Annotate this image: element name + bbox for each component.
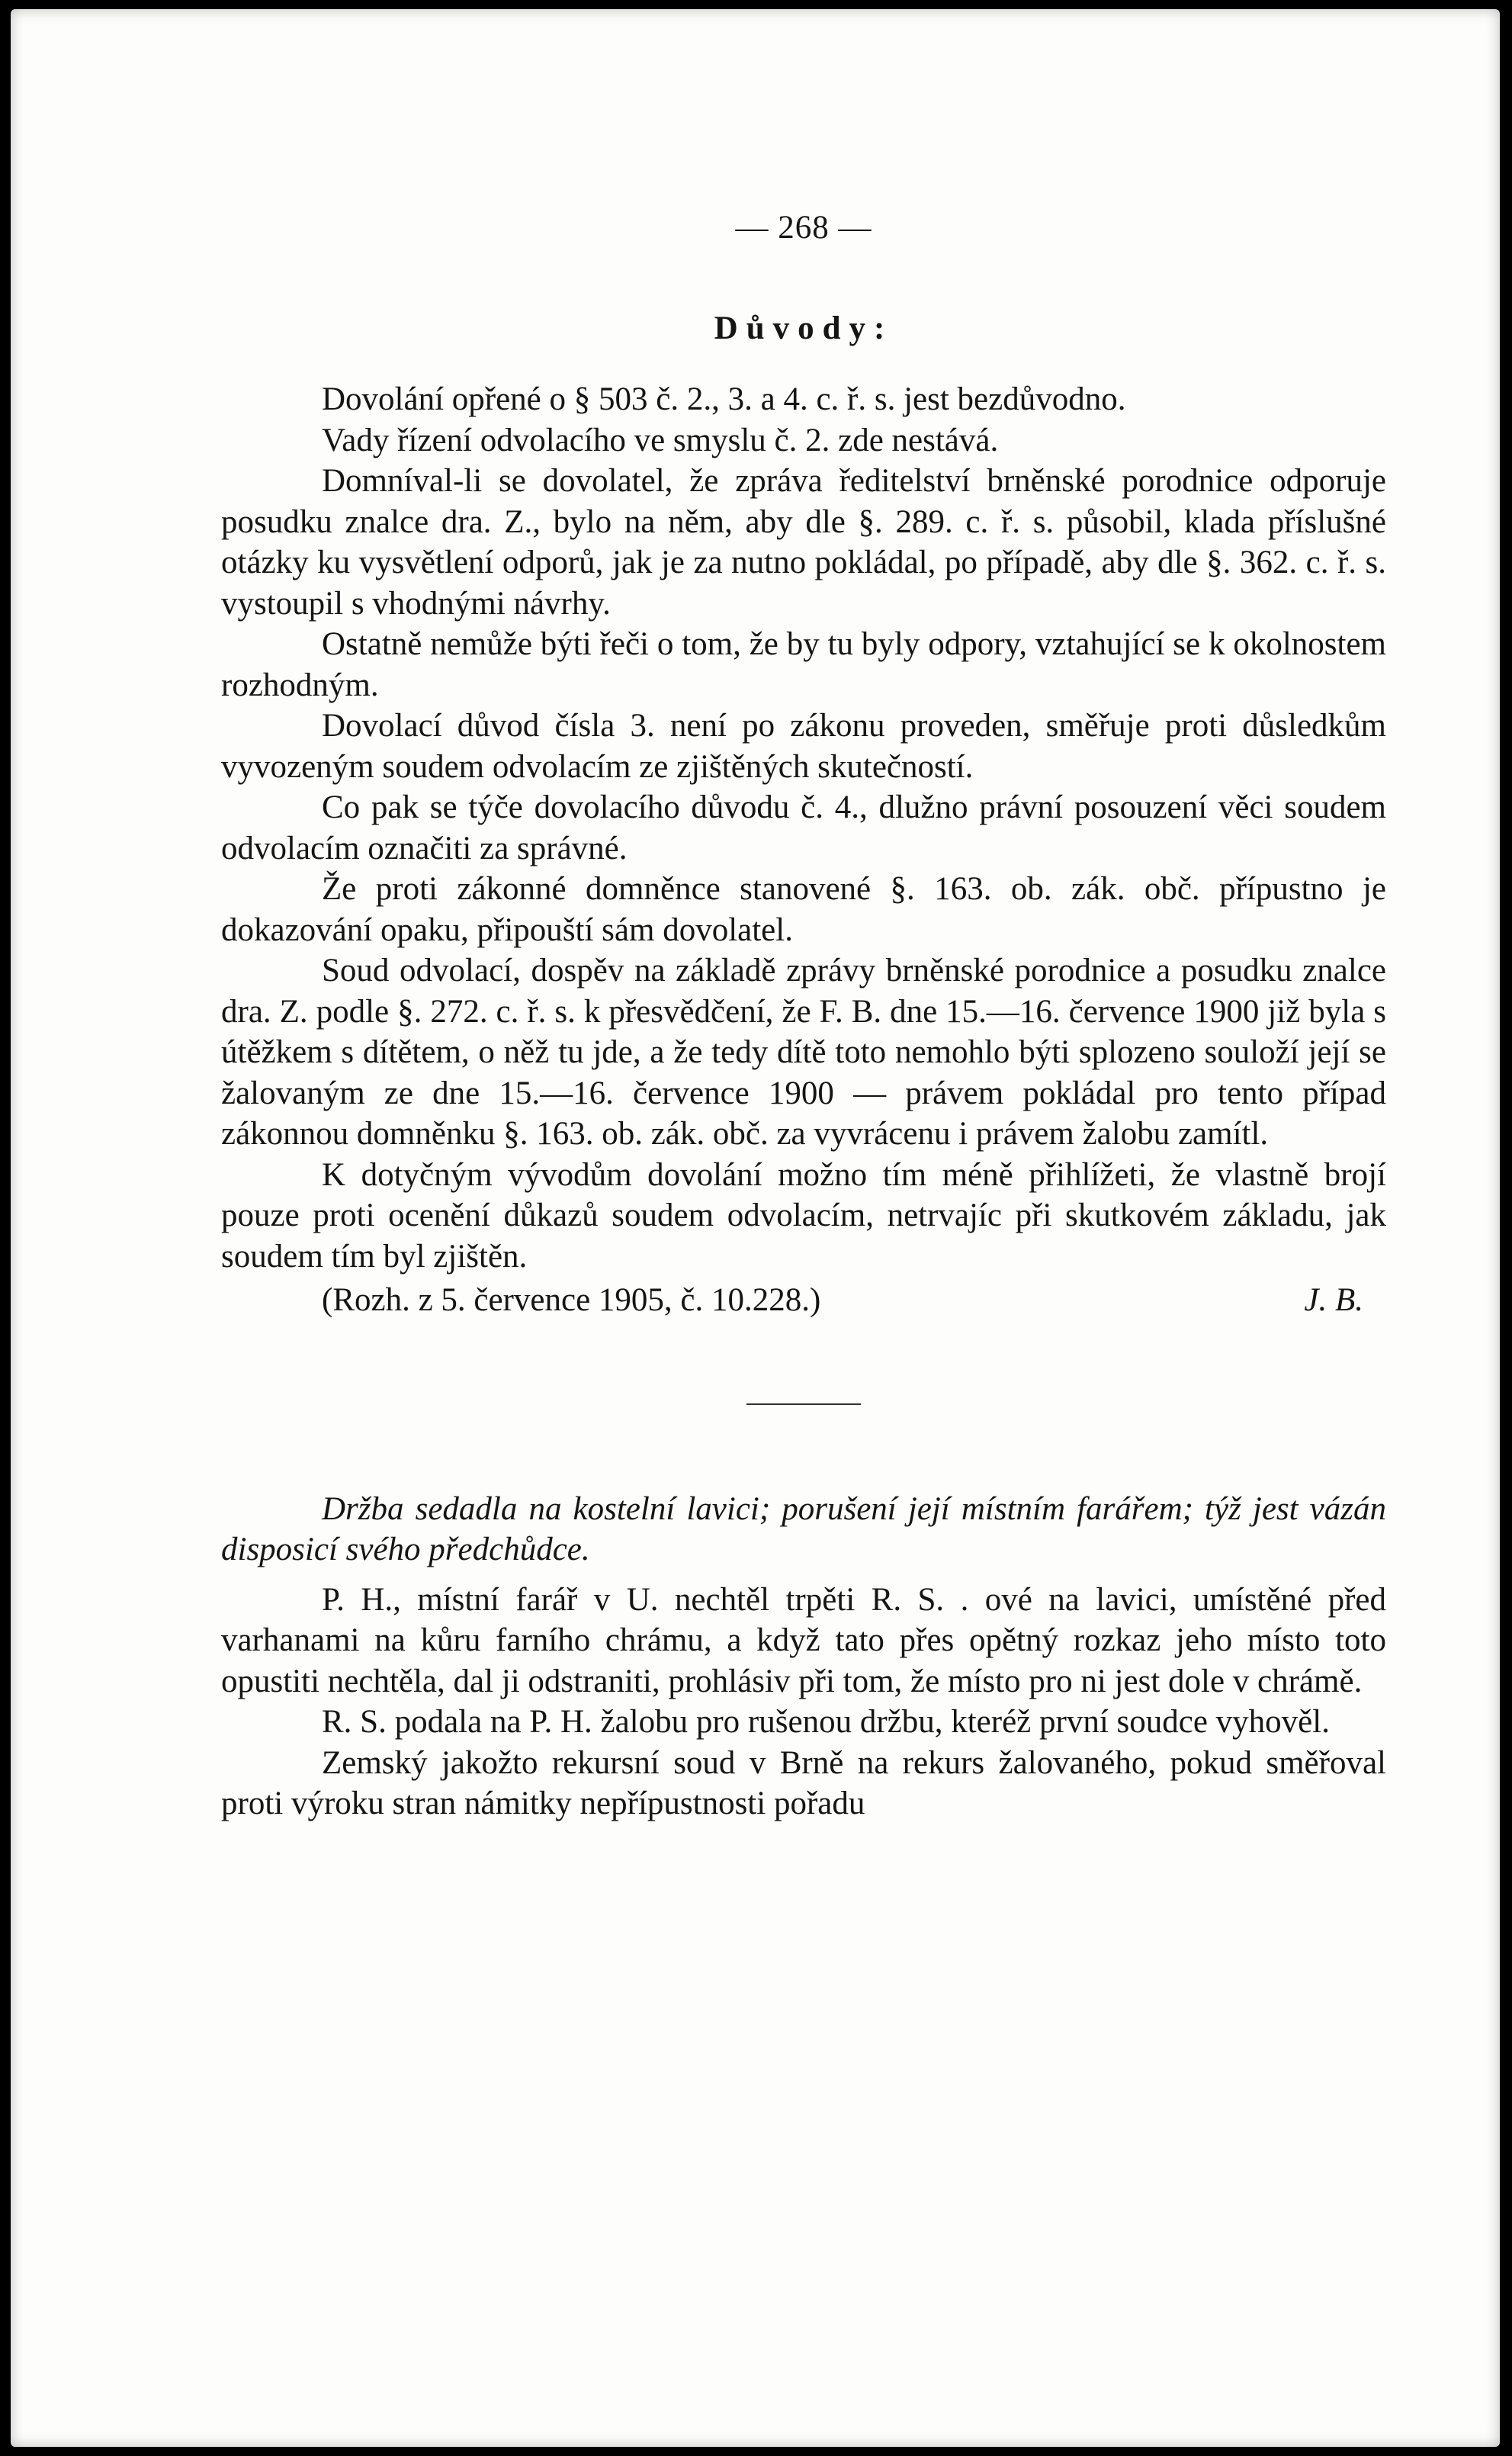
paragraph: P. H., místní farář v U. nechtěl trpěti R. S. . ové na lavici, umístěné před varhanami na kůru farního chrámu, a když tato přes opětný rozkaz jeho místo toto opustiti nechtěla, dal ji odstraniti, prohlásiv při tom, že místo pro ni jest dole v chrámě.: [221, 1581, 1386, 1699]
scanned-page: [11, 9, 1500, 2447]
page-content: [221, 207, 1386, 1824]
paragraph: Domníval-li se dovolatel, že zpráva ředitelství brněnské porodnice odporuje posudku znalce dra. Z., bylo na něm, aby dle §. 289. c. ř. s. působil, klada příslušné otázky ku vysvětlení odporů, jak je za nutno pokládal, po případě, aby dle §. 362. c. ř. s. vystoupil s vhodnými návrhy.: [221, 463, 1386, 622]
section-divider: [746, 1403, 861, 1405]
paragraph: K dotyčným vývodům dovolání možno tím méně přihlížeti, že vlastně brojí pouze proti ocenění důkazů soudem odvolacím, netrvajíc při skutkovém základu, jak soudem tím byl zjištěn.: [221, 1156, 1386, 1275]
author-initials: J. B.: [1304, 1282, 1363, 1318]
paragraph: Dovolací důvod čísla 3. není po zákonu proveden, směřuje proti důsledkům vyvozeným soudem odvolacím ze zjištěných skutečností.: [221, 708, 1386, 785]
page-number: — 268 —: [735, 210, 872, 246]
paragraph: Soud odvolací, dospěv na základě zprávy brněnské porodnice a posudku znalce dra. Z. podle §. 272. c. ř. s. k přesvědčení, že F. B. dne 15.—16. července 1900 již byla s útěžkem s dítětem, o něž tu jde, a že tedy dítě toto nemohlo býti splozeno souloží její se žalovaným ze dne 15.—16. července 1900 — právem pokládal pro tento případ zákonnou domněnku §. 163. ob. zák. obč. za vyvrácenu i právem žalobu zamítl.: [221, 953, 1386, 1152]
paragraph: Že proti zákonné domněnce stanovené §. 163. ob. zák. obč. přípustno je dokazování opaku, připouští sám dovolatel.: [221, 871, 1386, 948]
paragraph: R. S. podala na P. H. žalobu pro rušenou držbu, kteréž první soudce vyhověl.: [322, 1704, 1330, 1740]
case-headnote: Držba sedadla na kostelní lavici; porušení její místním farářem; týž jest vázán disposicí svého předchůdce.: [221, 1490, 1386, 1567]
decision-citation: (Rozh. z 5. července 1905, č. 10.228.): [322, 1282, 821, 1318]
citation-line: [221, 1280, 1386, 1321]
paragraph: Zemský jakožto rekursní soud v Brně na rekurs žalovaného, pokud směřoval proti výroku stran námitky nepřípustnosti pořadu: [221, 1744, 1386, 1821]
paragraph: Vady řízení odvolacího ve smyslu č. 2. zde nestává.: [322, 422, 999, 458]
paragraph: Dovolání opřené o § 503 č. 2., 3. a 4. c. ř. s. jest bezdůvodno.: [322, 381, 1126, 417]
section-heading: Důvody:: [714, 310, 894, 346]
paragraph: Ostatně nemůže býti řeči o tom, že by tu byly odpory, vztahující se k okolnostem rozhodným.: [221, 626, 1386, 703]
paragraph: Co pak se týče dovolacího důvodu č. 4., dlužno právní posouzení věci soudem odvolacím označiti za správné.: [221, 789, 1386, 866]
